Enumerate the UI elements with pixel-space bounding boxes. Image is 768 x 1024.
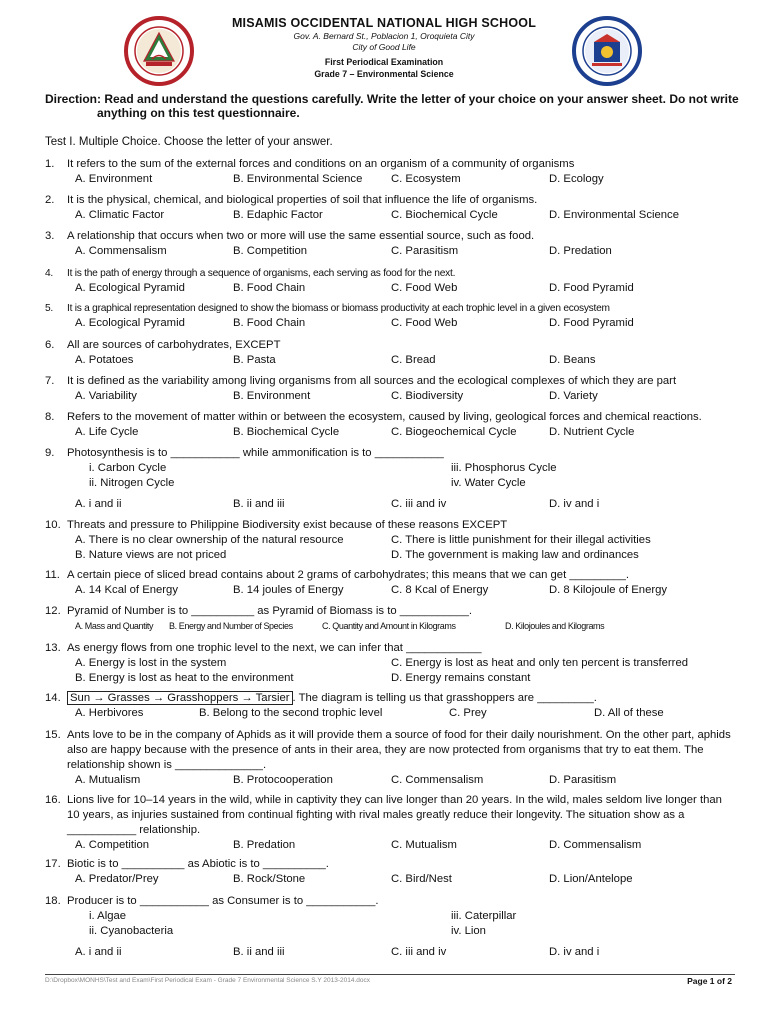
answer-option: C. Commensalism: [391, 774, 484, 786]
sub-item-row: [45, 461, 735, 476]
options-row: [45, 656, 735, 671]
question-stem: [45, 641, 735, 656]
directions: Direction: Read and understand the questions carefully. Write the letter of your choice on your answer sheet. Do not write anything on this test questionnaire.: [45, 92, 739, 120]
question-text: Threats and pressure to Philippine Biodiversity exist because of these reasons EXCEPT: [67, 519, 508, 531]
question-stem: [45, 157, 735, 172]
answer-option: D. Predation: [549, 245, 612, 257]
answer-option: B. Predation: [233, 839, 296, 851]
answer-option: A. Potatoes: [75, 354, 134, 366]
question-stem: [45, 894, 735, 909]
answer-option: D. Variety: [549, 390, 598, 402]
answer-option: D. Food Pyramid: [549, 317, 634, 329]
question-4: [45, 266, 735, 296]
question-11: [45, 568, 735, 598]
answer-option: C. Prey: [449, 707, 487, 719]
question-text: Biotic is to __________ as Abiotic is to __________.: [67, 858, 329, 870]
question-number: 13.: [45, 642, 61, 654]
question-number: 14.: [45, 692, 61, 704]
question-stem: [45, 691, 735, 706]
options-row: [45, 838, 735, 853]
answer-option: B. Food Chain: [233, 317, 306, 329]
question-stem: [45, 229, 735, 244]
options-row: [45, 872, 735, 887]
answer-option: A. i and ii: [75, 946, 122, 958]
answer-option: B. ii and iii: [233, 946, 285, 958]
answer-option: D. iv and i: [549, 946, 600, 958]
answer-option: B. Environmental Science: [233, 173, 363, 185]
sub-item: ii. Cyanobacteria: [89, 925, 174, 937]
answer-option: A. Mutualism: [75, 774, 141, 786]
answer-option: C. Energy is lost as heat and only ten percent is transferred: [391, 657, 689, 669]
answer-option: D. 8 Kilojoule of Energy: [549, 584, 668, 596]
answer-option: C. Biochemical Cycle: [391, 209, 498, 221]
question-text: It is a graphical representation designed to show the biomass or biomass productivity at each trophic level in a given ecosystem: [67, 303, 610, 314]
question-16: [45, 793, 735, 853]
footer-divider: [45, 974, 735, 975]
answer-option: A. Predator/Prey: [75, 873, 159, 885]
question-stem: [45, 728, 735, 773]
question-stem: [45, 604, 735, 619]
deped-seal-logo: [572, 16, 642, 86]
options-row: [45, 583, 735, 598]
question-stem: [45, 568, 735, 583]
question-stem: [45, 266, 735, 281]
question-5: [45, 301, 735, 331]
answer-option: B. Food Chain: [233, 282, 306, 294]
options-row: [45, 619, 735, 634]
page-number: Page 1 of 2: [687, 976, 732, 986]
options-row: [45, 389, 735, 404]
question-number: 11.: [45, 569, 60, 581]
answer-option: D. Beans: [549, 354, 596, 366]
sub-item: iv. Water Cycle: [451, 477, 526, 489]
question-text: It is defined as the variability among living organisms from all sources and the ecological complexes of which they are part: [67, 375, 677, 387]
question-1: [45, 157, 735, 187]
answer-option: A. Climatic Factor: [75, 209, 165, 221]
options-row: [45, 353, 735, 368]
answer-option: C. iii and iv: [391, 498, 447, 510]
answer-option: C. Food Web: [391, 282, 458, 294]
question-text: It refers to the sum of the external forces and conditions on an organism of a community of organisms: [67, 158, 575, 170]
answer-option: C. Parasitism: [391, 245, 459, 257]
options-row: [45, 945, 735, 960]
answer-option: B. Protocooperation: [233, 774, 333, 786]
question-10: [45, 518, 735, 563]
test-title: Test I. Multiple Choice. Choose the letter of your answer.: [45, 136, 333, 148]
question-text: Ants love to be in the company of Aphids as it will provide them a source of food for their daily nourishment. On the other part, aphids also are happy because with the presence of ants in their area, they are now protected from organisms that try to eat them. The relationship shown is ______________.: [67, 729, 731, 771]
answer-option: A. Environment: [75, 173, 153, 185]
file-path: D:\Dropbox\MONHS\Test and Exam\First Periodical Exam - Grade 7 Environmental Science S.Y 2013-2014.docx: [45, 977, 371, 984]
question-text: Producer is to ___________ as Consumer is to ___________.: [67, 895, 379, 907]
answer-option: D. All of these: [594, 707, 664, 719]
question-8: [45, 410, 735, 440]
answer-option: B. 14 joules of Energy: [233, 584, 344, 596]
answer-option: B. Pasta: [233, 354, 276, 366]
options-row: [45, 425, 735, 440]
sub-item: iii. Phosphorus Cycle: [451, 462, 557, 474]
options-row: [45, 244, 735, 259]
sub-item-row: [45, 924, 735, 939]
question-number: 9.: [45, 447, 55, 459]
question-text: Refers to the movement of matter within or between the ecosystem, caused by living, geological forces and chemical reactions.: [67, 411, 702, 423]
answer-option: A. Commensalism: [75, 245, 167, 257]
question-17: [45, 857, 735, 887]
answer-option: C. iii and iv: [391, 946, 447, 958]
sub-item-row: [45, 909, 735, 924]
sub-item: iii. Caterpillar: [451, 910, 517, 922]
answer-option: D. iv and i: [549, 498, 600, 510]
answer-option: D. Energy remains constant: [391, 672, 531, 684]
question-text: A certain piece of sliced bread contains about 2 grams of carbohydrates; this means that we can get _________.: [67, 569, 630, 581]
question-stem: [45, 374, 735, 389]
question-text: Pyramid of Number is to __________ as Pyramid of Biomass is to ___________.: [67, 605, 473, 617]
question-14: [45, 691, 735, 721]
question-number: 1.: [45, 158, 55, 170]
options-row: [45, 671, 735, 686]
answer-option: D. The government is making law and ordinances: [391, 549, 639, 561]
answer-option: B. Biochemical Cycle: [233, 426, 340, 438]
school-address: Gov. A. Bernard St., Poblacion 1, Oroquieta City: [293, 31, 475, 41]
question-number: 6.: [45, 339, 55, 351]
question-3: [45, 229, 735, 259]
exam-subject: Grade 7 – Environmental Science: [314, 69, 454, 79]
answer-option: C. 8 Kcal of Energy: [391, 584, 489, 596]
answer-option: A. Herbivores: [75, 707, 144, 719]
options-row: [45, 208, 735, 223]
question-13: [45, 641, 735, 686]
answer-option: C. Quantity and Amount in Kilograms: [322, 621, 456, 631]
options-row: [45, 172, 735, 187]
question-text: A relationship that occurs when two or more will use the same essential source, such as food.: [67, 230, 535, 242]
question-number: 18.: [45, 895, 61, 907]
answer-option: D. Ecology: [549, 173, 604, 185]
answer-option: A. Ecological Pyramid: [75, 317, 185, 329]
answer-option: C. Ecosystem: [391, 173, 461, 185]
options-row: [45, 316, 735, 331]
answer-option: B. Edaphic Factor: [233, 209, 323, 221]
answer-option: B. Energy is lost as heat to the environment: [75, 672, 294, 684]
options-row: [45, 548, 735, 563]
document-header: [0, 12, 768, 94]
answer-option: B. Belong to the second trophic level: [199, 707, 383, 719]
city-motto: City of Good Life: [352, 42, 416, 52]
answer-option: C. Bread: [391, 354, 436, 366]
question-stem: [45, 301, 735, 316]
options-row: [45, 497, 735, 512]
question-number: 15.: [45, 729, 61, 741]
question-stem: [45, 793, 735, 838]
question-text: It is the physical, chemical, and biological properties of soil that influence the life of organisms.: [67, 194, 538, 206]
question-number: 16.: [45, 794, 61, 806]
answer-option: A. Mass and Quantity: [75, 621, 154, 631]
question-9: [45, 446, 735, 512]
answer-option: A. 14 Kcal of Energy: [75, 584, 178, 596]
options-row: [45, 773, 735, 788]
question-2: [45, 193, 735, 223]
sub-item: ii. Nitrogen Cycle: [89, 477, 175, 489]
question-stem: [45, 193, 735, 208]
question-number: 7.: [45, 375, 55, 387]
question-number: 8.: [45, 411, 55, 423]
options-row: [45, 706, 735, 721]
question-text: All are sources of carbohydrates, EXCEPT: [67, 339, 281, 351]
answer-option: B. ii and iii: [233, 498, 285, 510]
question-text: Lions live for 10–14 years in the wild, while in captivity they can live longer than 20 years. In the wild, males seldom live longer than 10 years, as injuries sustained from continual fighting with rival males greatly reduce their longevity. The situation show as a ___________ relationship.: [67, 794, 722, 836]
question-text: As energy flows from one trophic level to the next, we can infer that ____________: [67, 642, 482, 654]
school-name: MISAMIS OCCIDENTAL NATIONAL HIGH SCHOOL: [231, 16, 537, 30]
question-number: 3.: [45, 230, 55, 242]
question-number: 10.: [45, 519, 61, 531]
exam-title: First Periodical Examination: [324, 57, 444, 67]
answer-option: B. Nature views are not priced: [75, 549, 227, 561]
answer-option: A. Ecological Pyramid: [75, 282, 185, 294]
question-7: [45, 374, 735, 404]
question-text: . The diagram is telling us that grasshoppers are _________.: [292, 692, 597, 704]
question-12: [45, 604, 735, 634]
answer-option: B. Energy and Number of Species: [169, 621, 293, 631]
food-chain-diagram: Sun → Grasses → Grasshoppers → Tarsier: [67, 691, 293, 705]
options-row: [45, 281, 735, 296]
answer-option: A. Variability: [75, 390, 137, 402]
options-row: [45, 533, 735, 548]
question-number: 17.: [45, 858, 61, 870]
question-text: It is the path of energy through a sequence of organisms, each serving as food for the next.: [67, 268, 456, 279]
answer-option: B. Rock/Stone: [233, 873, 306, 885]
answer-option: A. i and ii: [75, 498, 122, 510]
question-stem: [45, 857, 735, 872]
answer-option: A. Competition: [75, 839, 150, 851]
answer-option: D. Environmental Science: [549, 209, 679, 221]
question-6: [45, 338, 735, 368]
answer-option: A. Energy is lost in the system: [75, 657, 227, 669]
question-number: 12.: [45, 605, 61, 617]
answer-option: C. Biodiversity: [391, 390, 464, 402]
question-text: Photosynthesis is to ___________ while ammonification is to ___________: [67, 447, 444, 459]
answer-option: C. Mutualism: [391, 839, 457, 851]
answer-option: D. Nutrient Cycle: [549, 426, 635, 438]
answer-option: B. Competition: [233, 245, 308, 257]
question-number: 4.: [45, 268, 53, 279]
question-stem: [45, 410, 735, 425]
sub-item: iv. Lion: [451, 925, 486, 937]
sub-item: i. Carbon Cycle: [89, 462, 167, 474]
question-15: [45, 728, 735, 788]
answer-option: C. Bird/Nest: [391, 873, 452, 885]
answer-option: D. Commensalism: [549, 839, 642, 851]
question-stem: [45, 446, 735, 461]
sub-item: i. Algae: [89, 910, 127, 922]
answer-option: A. There is no clear ownership of the natural resource: [75, 534, 344, 546]
answer-option: D. Lion/Antelope: [549, 873, 633, 885]
answer-option: D. Kilojoules and Kilograms: [505, 621, 605, 631]
answer-option: C. Biogeochemical Cycle: [391, 426, 517, 438]
answer-option: C. Food Web: [391, 317, 458, 329]
answer-option: C. There is little punishment for their illegal activities: [391, 534, 651, 546]
answer-option: A. Life Cycle: [75, 426, 139, 438]
answer-option: D. Food Pyramid: [549, 282, 634, 294]
question-number: 2.: [45, 194, 55, 206]
question-18: [45, 894, 735, 960]
answer-option: B. Environment: [233, 390, 311, 402]
question-stem: [45, 518, 735, 533]
sub-item-row: [45, 476, 735, 491]
answer-option: D. Parasitism: [549, 774, 617, 786]
question-stem: [45, 338, 735, 353]
question-number: 5.: [45, 303, 53, 314]
